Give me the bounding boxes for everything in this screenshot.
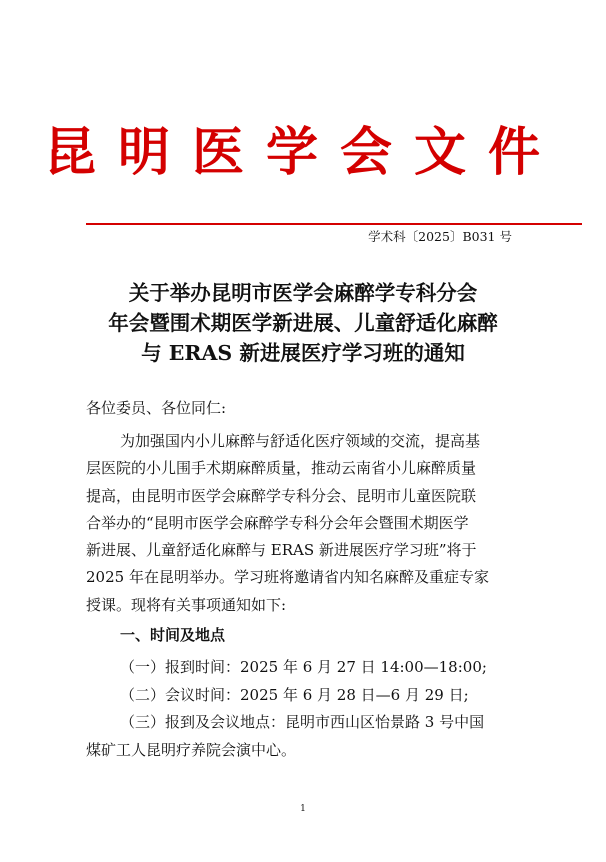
body-line: 层医院的小儿围手术期麻醉质量，推动云南省小儿麻醉质量 [86,459,477,478]
salutation: 各位委员、各位同仁: [86,399,227,417]
body-line: 提高，由昆明市医学会麻醉学专科分会、昆明市儿童医院联 [86,486,477,505]
body-line: 2025 年在昆明举办。学习班将邀请省内知名麻醉及重症专家 [86,568,489,587]
notice-title [60,278,546,368]
page-number: 1 [300,804,306,814]
schedule-item: （二）会议时间：2025 年 6 月 28 日—6 月 29 日; [120,685,469,704]
notice-title-line: 年会暨围术期医学新进展、儿童舒适化麻醉 [108,311,498,335]
body-line: 为加强国内小儿麻醉与舒适化医疗领域的交流，提高基 [120,432,481,450]
body-paragraph [86,428,516,619]
schedule-items [86,654,526,764]
body-line: 新进展、儿童舒适化麻醉与 ERAS 新进展医疗学习班”将于 [86,541,477,560]
body-line: 授课。现将有关事项通知如下: [86,595,287,614]
notice-title-line: 关于举办昆明市医学会麻醉学专科分会 [128,281,478,305]
section-heading: 一、时间及地点 [120,626,226,644]
schedule-item: （一）报到时间：2025 年 6 月 27 日 14:00—18:00; [120,658,487,676]
body-line: 合举办的“昆明市医学会麻醉学专科分会年会暨围术期医学 [86,513,469,532]
schedule-item: （三）报到及会议地点：昆明市西山区怡景路 3 号中国 [120,713,485,731]
notice-title-line: 与 ERAS 新进展医疗学习班的通知 [141,341,465,365]
red-divider-line [86,223,582,225]
schedule-item-continuation: 煤矿工人昆明疗养院会演中心。 [86,740,297,759]
document-header-title: 昆明医学会文件 [43,123,562,183]
document-number: 学术科〔2025〕B031 号 [368,229,512,244]
